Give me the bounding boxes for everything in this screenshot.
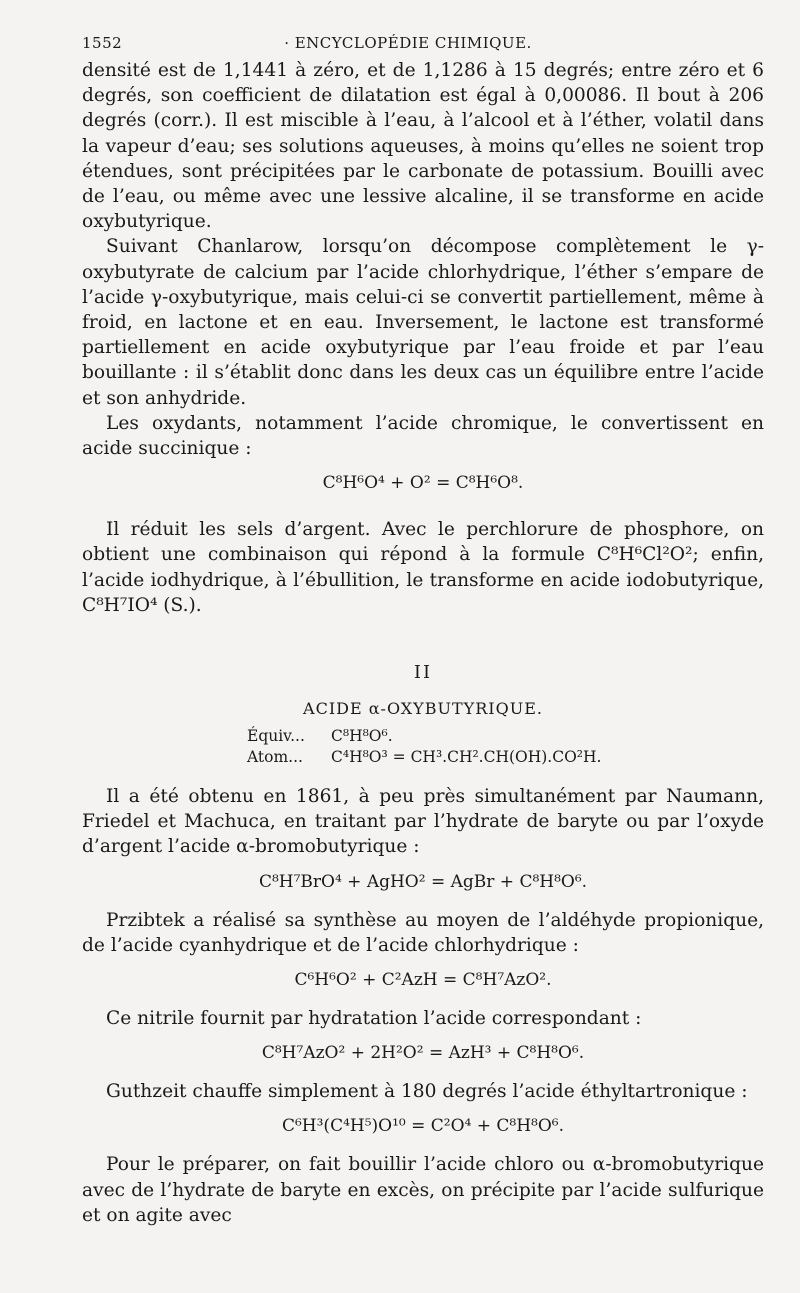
atom-label: Atom...	[247, 748, 303, 767]
atom-value: C⁴H⁸O³ = CH³.CH².CH(OH).CO²H.	[331, 748, 602, 767]
paragraph-guthzeit: Guthzeit chauffe simplement à 180 degrés l’acide éthyltartronique :	[106, 1081, 748, 1103]
running-title: · ENCYCLOPÉDIE CHIMIQUE.	[284, 34, 532, 52]
section-title: ACIDE α-OXYBUTYRIQUE.	[303, 699, 543, 719]
paragraph-reduction: Il réduit les sels d’argent. Avec le perchlorure de phosphore, on obtient une combinaison qui répond à la formule C⁸H⁶Cl²O²; enfin, l’acide iodhydrique, à l’ébullition, le transforme en acide iodobutyrique, C⁸H⁷IO⁴ (S.).	[82, 519, 764, 616]
formula-ethyltartronic: C⁶H³(C⁴H⁵)O¹⁰ = C²O⁴ + C⁸H⁸O⁶.	[281, 1116, 565, 1137]
formula-oxidation: C⁸H⁶O⁴ + O² = C⁸H⁶O⁸.	[322, 473, 524, 494]
formula-bromobutyric: C⁸H⁷BrO⁴ + AgHO² = AgBr + C⁸H⁸O⁶.	[258, 871, 588, 892]
paragraph-obtention: Il a été obtenu en 1861, à peu près simultanément par Naumann, Friedel et Machuca, en traitant par l’hydrate de baryte ou par l’oxyde d’argent l’acide α-bromobutyrique :	[82, 786, 764, 858]
page-number: 1552	[82, 34, 123, 52]
section-number: II	[413, 662, 433, 684]
paragraph-przibtek: Przibtek a réalisé sa synthèse au moyen de l’aldéhyde propionique, de l’acide cyanhydrique et de l’acide chlorhydrique :	[82, 909, 764, 956]
equiv-label: Équiv...	[247, 727, 305, 746]
paragraph-preparation: Pour le préparer, on fait bouillir l’acide chloro ou α-bromobutyrique avec de l’hydrate de baryte en excès, on précipite par l’acide sulfurique et on agite avec	[82, 1154, 764, 1226]
equivalence-block	[247, 726, 764, 768]
paragraph-nitrile: Ce nitrile fournit par hydratation l’acide correspondant :	[106, 1008, 642, 1030]
equiv-value: C⁸H⁸O⁶.	[331, 727, 393, 746]
paragraph-chanlarow: Suivant Chanlarow, lorsqu’on décompose complètement le γ-oxybutyrate de calcium par l’acide chlorhydrique, l’éther s’empare de l’acide γ-oxybutyrique, mais celui-ci se convertit partiellement, même à froid, en lactone et en eau. Inversement, le lactone est transformé partiellement en acide oxybutyrique par l’eau froide et par l’eau bouillante : il s’établit donc dans les deux cas un équilibre entre l’acide et son anhydride.	[82, 236, 764, 409]
page-header	[82, 34, 764, 52]
formula-hydration: C⁸H⁷AzO² + 2H²O² = AzH³ + C⁸H⁸O⁶.	[261, 1043, 585, 1064]
paragraph-density: densité est de 1,1441 à zéro, et de 1,1286 à 15 degrés; entre zéro et 6 degrés, son coefficient de dilatation est égal à 0,00086. Il bout à 206 degrés (corr.). Il est miscible à l’eau, à l’alcool et à l’éther, volatil dans la vapeur d’eau; ses solutions aqueuses, à moins qu’elles ne soient trop étendues, sont précipitées par le carbonate de potassium. Bouilli avec de l’eau, ou même avec une lessive alcaline, il se transforme en acide oxybutyrique.	[82, 60, 764, 233]
paragraph-oxydants: Les oxydants, notamment l’acide chromique, le convertissent en acide succinique :	[82, 412, 764, 460]
formula-synthesis: C⁶H⁶O² + C²AzH = C⁸H⁷AzO².	[294, 970, 552, 991]
